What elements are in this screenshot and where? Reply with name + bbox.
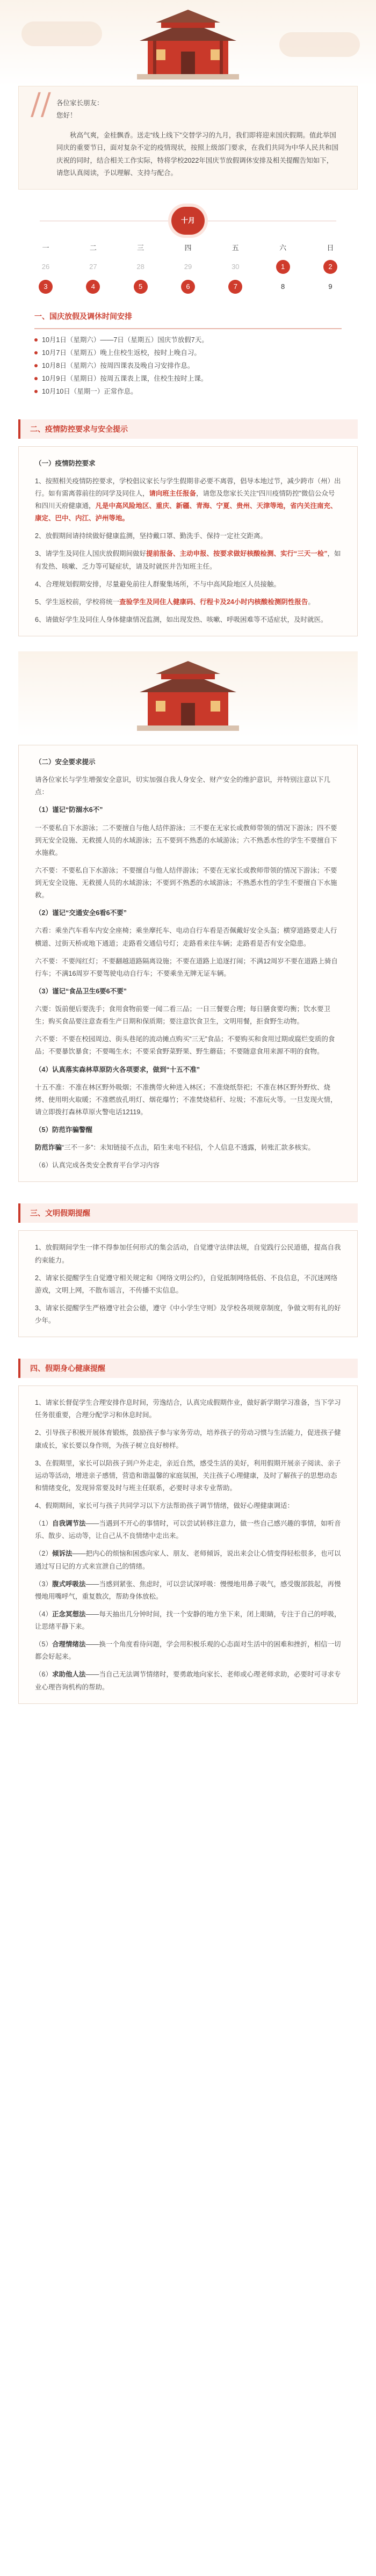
paragraph: 2、引导孩子积极开展体育锻炼，鼓励孩子参与家务劳动，培养孩子的劳动习惯与生活能力，促进孩子健康成长，家长要以身作则，为孩子树立良好榜样。: [35, 1429, 341, 1449]
holiday-date-cell: 1: [272, 260, 294, 274]
method-item: （6）求助他人法——当自己无法调节情绪时，要勇敢地向家长、老师或心理老师求助，必要时可寻求专业心理咨询机构的帮助。: [35, 1671, 341, 1691]
paragraph: 请各位家长与学生增强安全意识，切实加强自我人身安全、财产安全的维护意识，并特别注意以下几点：: [35, 776, 331, 796]
paragraph: 六不要：不要私自下水游泳；不要擅自与他人结伴游泳；不要在无家长或教师带领的情况下游泳；不要到无安全设施、无救援人员的水域游泳；不要到不熟悉的水域游泳；不熟悉水性的学生不要擅自下水施救。: [35, 866, 337, 899]
weekday: 五: [232, 243, 239, 252]
date-cell: 28: [136, 262, 144, 271]
hello: 您好！: [56, 112, 77, 120]
holiday-date-cell: 6: [177, 280, 199, 294]
weekday: 三: [137, 243, 144, 252]
temple-illustration: [137, 6, 239, 82]
temple-illustration: [137, 658, 239, 733]
method-item: （5）合理情绪法——换一个角度看待问题，学会用积极乐观的心态面对生活中的困难和挫折，相信一切都会好起来。: [35, 1641, 341, 1661]
schedule-item: 10月8日（星期六）按周四课表及晚自习安排作息。: [34, 359, 342, 372]
letter-body: 秋高气爽，金桂飘香。送走“线上线下”交替学习的九月，我们即将迎来国庆假期。值此举国同庆的重要节日，面对复杂不定的疫情现状，按照上级部门要求，在我们共同为中华人民共和国庆祝的同时，结合相关工作实际，特将学校2022年国庆节放假调休安排及相关提醒告知如下，请您认真阅读，予以理解、支持与配合。: [56, 132, 339, 177]
weekday: 日: [327, 243, 334, 252]
rule-title: （1）谨记“防溺水6不”: [35, 806, 103, 814]
paragraph: 六不要：不要闯红灯；不要翻越道路隔离设施；不要在道路上追逐打闹；不满12周岁不要在道路上骑自行车；不满16周岁不要驾驶电动自行车；不要乘坐无牌无证车辆。: [35, 957, 338, 977]
rule-title: （3）谨记“食品卫生6要6不要”: [35, 987, 127, 995]
section-civility: [0, 1203, 376, 1337]
paragraph: 防范诈骗“三不一多”：未知链接不点击，陌生来电不轻信，个人信息不透露，转账汇款多核实。: [35, 1144, 315, 1152]
paragraph: 2、放假期间请持续做好健康监测，坚持戴口罩、勤洗手、保持一定社交距离。: [35, 532, 267, 540]
holiday-date-cell: 4: [82, 280, 104, 294]
hero-banner: [0, 0, 376, 86]
schedule-item: 10月10日（星期一）正常作息。: [34, 385, 342, 398]
subsection-title: （二）安全要求提示: [35, 758, 96, 766]
paragraph: 1、按照相关疫情防控要求，学校倡议家长与学生假期非必要不离蓉，倡导本地过节，减少跨市（州）出行。如有需离蓉前往的同学及同住人，请向班主任报备，请您及您家长关注“四川疫情防控”微信公众号和四川天府健康通，凡是中高风险地区、重庆、新疆、青海、宁夏、贵州、天津等地，省内关注南充、康定、巴中、内江、泸州等地。: [35, 477, 341, 523]
schedule-item: 10月7日（星期五）晚上住校生返校，按时上晚自习。: [34, 346, 342, 359]
date-row-1: [34, 260, 342, 274]
paragraph: 5、学生返校前，学校将统一查验学生及同住人健康码、行程卡及24小时内核酸检测阴性报告。: [35, 598, 315, 606]
section-epidemic: [0, 419, 376, 1182]
paragraph: 3、请学生及同住人国庆放假期间做好提前报备、主动申报、按要求做好核酸检测、实行“三天一检”，如有发热、咳嗽、乏力等可疑症状，请及时就医并告知班主任。: [35, 550, 341, 570]
section-header: [18, 419, 358, 439]
month-badge: 十月: [171, 207, 205, 235]
method-item: （2）倾诉法——把内心的烦恼和困惑向家人、朋友、老师倾诉，说出来会让心情变得轻松很多，也可以通过写日记的方式来宣泄自己的情绪。: [35, 1550, 341, 1570]
holiday-date-cell: 2: [319, 260, 342, 274]
date-cell: 29: [184, 262, 192, 271]
method-item: （1）自我调节法——当遇到不开心的事情时，可以尝试转移注意力，做一些自己感兴趣的事情，如听音乐、散步、运动等，让自己从不良情绪中走出来。: [35, 1520, 341, 1540]
weekday: 二: [89, 243, 97, 252]
section-header: [18, 1359, 358, 1378]
schedule-title: 一、国庆放假及调休时间安排: [34, 310, 342, 329]
section-title: 二、疫情防控要求与安全提示: [30, 424, 128, 433]
paragraph: 6、请做好学生及同住人身体健康情况监测，如出现发热、咳嗽、呼吸困难等不适症状，及时就医。: [35, 615, 328, 623]
health-card: [18, 1385, 358, 1704]
paragraph: 一不要私自下水游泳；二不要擅自与他人结伴游泳；三不要在无家长或教师带领的情况下游泳；四不要到无安全设施、无救援人员的水域游泳；五不要到不熟悉的水域游泳；六不熟悉水性的学生不要擅自下水施救。: [35, 824, 337, 857]
date-row-2: [34, 280, 342, 294]
temple-banner: [18, 651, 358, 737]
rule-title: （4）认真落实森林草原防火各项要求，做到“十五不准”: [35, 1065, 200, 1073]
paragraph: 4、合理规划假期安排，尽量避免前往人群聚集场所，不与中高风险地区人员接触。: [35, 580, 280, 588]
paragraph: 六看：乘坐汽车看车内安全座椅；乘坐摩托车、电动自行车看是否佩戴好安全头盔；横穿道路要走人行横道、过街天桥或地下通道；走路看交通信号灯；走路看来往车辆；走路看是否有安全隐患。: [35, 927, 337, 947]
rule-title: （2）谨记“交通安全6看6不要”: [35, 909, 127, 917]
section-health: [0, 1359, 376, 1720]
paragraph: 2、请家长提醒学生自觉遵守相关规定和《网络文明公约》，自觉抵制网络低俗、不良信息，不沉迷网络游戏，文明上网，不散布谣言，不传播不实信息。: [35, 1274, 338, 1294]
date-cell: 8: [281, 282, 285, 291]
date-cell: 26: [41, 262, 50, 271]
paragraph: （6）认真完成各类安全教育平台学习内容: [35, 1162, 160, 1170]
subsection-title: （一）疫情防控要求: [35, 459, 96, 467]
holiday-date-cell: 5: [129, 280, 152, 294]
paragraph: 十五不准：不准在林区野外吸烟；不准携带火种进入林区；不准烧纸祭祀；不准在林区野外野炊、烧烤、使用明火取暖；不准燃放孔明灯、烟花爆竹；不准焚烧秸秆、垃圾；不准玩火等。一旦发现火情，请立即拨打森林草原火警电话12119。: [35, 1083, 337, 1116]
method-item: （3）腹式呼吸法——当感到紧张、焦虑时，可以尝试深呼吸：慢慢地用鼻子吸气，感受腹部鼓起，再慢慢地用嘴呼气，重复数次，帮助身体放松。: [35, 1580, 341, 1600]
safety-card: [18, 745, 358, 1182]
schedule-item: 10月1日（星期六）——7日（星期五）国庆节放假7天。: [34, 333, 342, 346]
holiday-date-cell: 3: [34, 280, 57, 294]
holiday-date-cell: 7: [224, 280, 247, 294]
section-header: [18, 1203, 358, 1223]
section-title: 三、文明假期提醒: [30, 1209, 90, 1218]
method-item: （4）正念冥想法——每天抽出几分钟时间，找一个安静的地方坐下来，闭上眼睛，专注于自己的呼吸，让思绪平静下来。: [35, 1610, 341, 1631]
paragraph: 1、放假期间学生一律不得参加任何形式的集会活动，自觉遵守法律法规，自觉践行公民道德，提高自我约束能力。: [35, 1244, 341, 1264]
greeting-letter: [18, 86, 358, 190]
holiday-schedule: [18, 310, 358, 398]
rule-title: （5）防范诈骗警醒: [35, 1126, 92, 1134]
paragraph: 3、请家长提醒学生严格遵守社会公德，遵守《中小学生守则》及学校各项规章制度，争做文明有礼的好少年。: [35, 1304, 341, 1325]
october-calendar: [18, 204, 358, 300]
paragraph: 六要：饭前便后要洗手；食用食物前要一闻二看三品；一日三餐要合理；每日膳食要均衡；饮水要卫生；购买食品要注意查看生产日期和保质期；要注意饮食卫生，文明用餐，拒食野生动物。: [35, 1005, 331, 1026]
weekday: 六: [279, 243, 287, 252]
schedule-list: [34, 333, 342, 398]
paragraph: 六不要：不要在校园周边、街头巷尾的流动摊点购买“三无”食品；不要购买和食用过期或腐烂变质的食品；不要暴饮暴食；不要喝生水；不要采食野菜野果、野生蘑菇；不要随意食用来源不明的食物。: [35, 1035, 335, 1056]
section-title: 四、假期身心健康提醒: [30, 1364, 105, 1373]
quote-icon: //: [31, 87, 51, 122]
weekday: 四: [184, 243, 192, 252]
civility-card: [18, 1230, 358, 1337]
schedule-item: 10月9日（星期日）按周五课表上课，住校生按时上课。: [34, 372, 342, 385]
greeting: 各位家长朋友：: [56, 99, 104, 107]
paragraph: 1、请家长督促学生合理安排作息时间，劳逸结合，认真完成假期作业，做好新学期学习准备，当下学习任务很重要，合理分配学习和休息时间。: [35, 1399, 341, 1419]
paragraph: 3、在假期里，家长可以陪孩子到户外走走，亲近自然，感受生活的美好，利用假期开展亲子阅读、亲子运动等活动，增进亲子感情，营造和谐温馨的家庭氛围，关注孩子心理健康，及时了解孩子的思想动态和情绪变化，发现异常要及时与班主任联系，必要时寻求专业帮助。: [35, 1459, 341, 1492]
date-cell: 9: [328, 282, 332, 291]
date-cell: 27: [89, 262, 97, 271]
paragraph: 4、假期期间，家长可与孩子共同学习以下方法帮助孩子调节情绪，做好心理健康调适：: [35, 1502, 294, 1510]
weekday: 一: [42, 243, 49, 252]
date-cell: 30: [232, 262, 240, 271]
weekday-row: [34, 241, 342, 255]
epidemic-card: [18, 446, 358, 636]
